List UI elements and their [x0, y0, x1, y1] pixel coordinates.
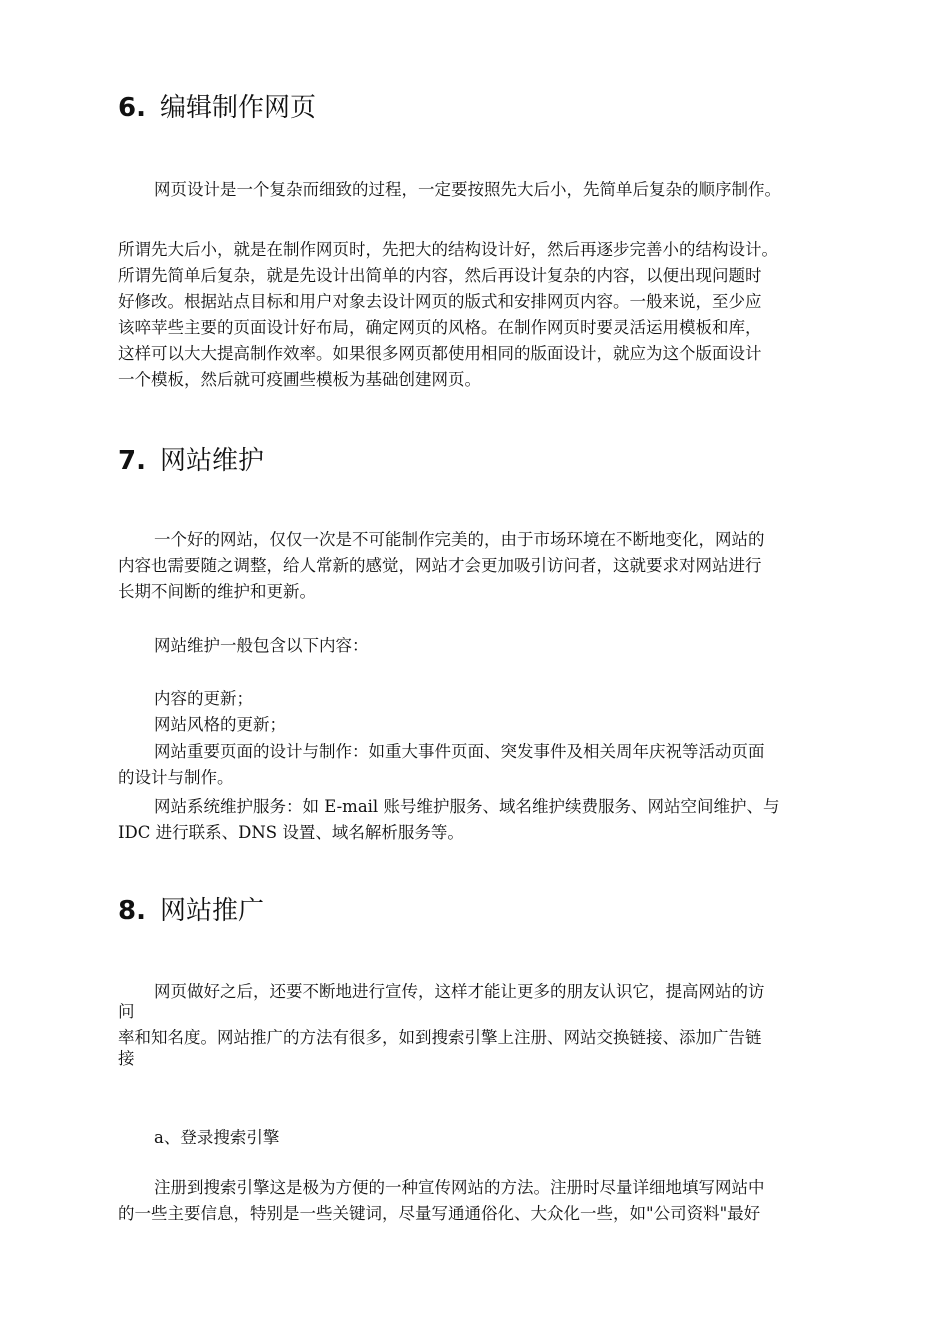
- list-item: 网站重要页面的设计与制作：如重大事件页面、突发事件及相关周年庆祝等活动页面: [154, 742, 765, 761]
- subheading: a、登录搜索引擎: [154, 1128, 280, 1147]
- section-title: 网站维护: [159, 446, 264, 476]
- paragraph-line: 内容也需要随之调整，给人常新的感觉，网站才会更加吸引访问者，这就要求对网站进行: [118, 556, 762, 575]
- list-item: 网站风格的更新；: [154, 715, 286, 734]
- paragraph-line: 网页做好之后，还要不断地进行宣传，这样才能让更多的朋友认识它，提高网站的访: [154, 982, 765, 1001]
- section-title: 网站推广: [159, 896, 264, 926]
- list-item: 内容的更新；: [154, 689, 253, 708]
- section-heading-7: 7. 网站维护: [118, 446, 264, 476]
- paragraph-line: 该啐苹些主要的页面设计好布局，确定网页的风格。在制作网页时要灵活运用模板和库，: [118, 318, 762, 337]
- paragraph-line: 好修改。根据站点目标和用户对象去设计网页的版式和安排网页内容。一般来说，至少应: [118, 292, 762, 311]
- paragraph-line: 长期不间断的维护和更新。: [118, 582, 316, 601]
- paragraph-line: IDC 进行联系、DNS 设置、域名解析服务等。: [118, 823, 464, 842]
- section-number: 7: [118, 446, 137, 476]
- section-title: 编辑制作网页: [159, 93, 316, 123]
- paragraph-line: 问: [118, 1002, 135, 1021]
- list-item: 网站系统维护服务：如 E-mail 账号维护服务、域名维护续费服务、网站空间维护、与: [154, 797, 780, 816]
- paragraph-line: 网站维护一般包含以下内容：: [154, 636, 369, 655]
- paragraph-line: 这样可以大大提高制作效率。如果很多网页都使用相同的版面设计，就应为这个版面设计: [118, 344, 762, 363]
- section-number: 8: [118, 896, 137, 926]
- paragraph-line: 的一些主要信息，特别是一些关键词，尽量写通通俗化、大众化一些，如"公司资料"最好: [118, 1204, 761, 1223]
- section-number: 6: [118, 93, 137, 123]
- paragraph-line: 一个好的网站，仅仅一次是不可能制作完美的，由于市场环境在不断地变化，网站的: [154, 530, 765, 549]
- paragraph-line: 一个模板，然后就可疫圃些模板为基础创建网页。: [118, 370, 481, 389]
- paragraph-line: 所谓先大后小，就是在制作网页时，先把大的结构设计好，然后再逐步完善小的结构设计。: [118, 240, 778, 259]
- section-heading-8: 8. 网站推广: [118, 896, 264, 926]
- paragraph-line: 的设计与制作。: [118, 768, 234, 787]
- paragraph-line: 网页设计是一个复杂而细致的过程，一定要按照先大后小，先简单后复杂的顺序制作。: [154, 180, 781, 199]
- section-heading-6: 6. 编辑制作网页: [118, 93, 316, 123]
- paragraph-line: 率和知名度。网站推广的方法有很多，如到搜索引擎上注册、网站交换链接、添加广告链: [118, 1028, 762, 1047]
- paragraph-line: 所谓先简单后复杂，就是先设计出简单的内容，然后再设计复杂的内容，以便出现问题时: [118, 266, 762, 285]
- paragraph-line: 注册到搜索引擎这是极为方便的一种宣传网站的方法。注册时尽量详细地填写网站中: [154, 1178, 765, 1197]
- paragraph-line: 接: [118, 1049, 135, 1068]
